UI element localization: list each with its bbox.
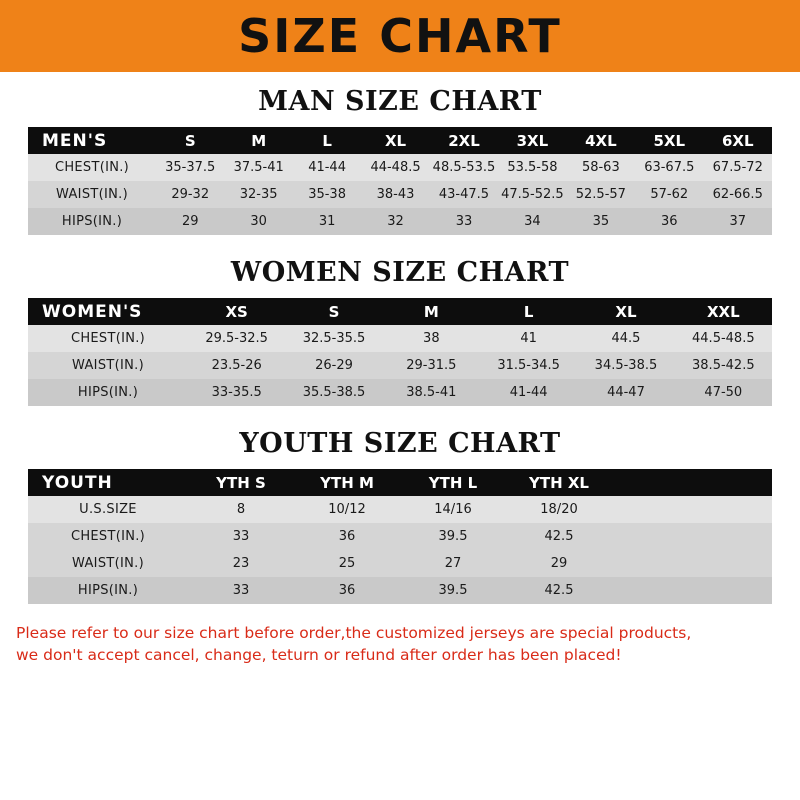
table-row xyxy=(28,208,772,235)
table-header-cell: MEN'S xyxy=(42,130,108,151)
table-row xyxy=(28,496,772,523)
table-header-cell: S xyxy=(328,302,340,321)
table-header-cell: L xyxy=(523,302,534,321)
table-cell: 43-47.5 xyxy=(438,187,490,202)
table-cell: 58-63 xyxy=(581,160,620,175)
table-header-cell: 5XL xyxy=(653,131,686,150)
table-header-row xyxy=(28,469,772,496)
table-cell: 29 xyxy=(550,556,568,571)
table-row xyxy=(28,181,772,208)
table-cell: 23.5-26 xyxy=(211,358,262,373)
page-title: SIZE CHART xyxy=(238,9,562,63)
table-cell: 32.5-35.5 xyxy=(302,331,366,346)
table-cell: 44.5-48.5 xyxy=(692,331,755,346)
table-cell: 38-43 xyxy=(376,187,415,202)
table-header-cell: YTH M xyxy=(320,473,374,492)
table-header-cell: 2XL xyxy=(448,131,480,150)
row-label: WAIST(IN.) xyxy=(56,187,128,202)
row-label: WAIST(IN.) xyxy=(72,358,144,373)
table-cell: 35-37.5 xyxy=(165,160,216,175)
table-cell: 38.5-42.5 xyxy=(692,358,755,373)
table-cell xyxy=(612,523,772,550)
table-cell: 41-44 xyxy=(509,385,548,400)
table-cell: 44.5 xyxy=(611,331,641,346)
table-cell: 18/20 xyxy=(540,502,578,517)
table-header-cell xyxy=(612,469,772,496)
table-cell xyxy=(612,496,772,523)
table-row xyxy=(28,577,772,604)
table-header-row xyxy=(28,127,772,154)
table-cell: 33-35.5 xyxy=(211,385,262,400)
table-row xyxy=(28,379,772,406)
table-row xyxy=(28,550,772,577)
table-header-cell: YOUTH xyxy=(42,472,113,493)
table-header-cell: XXL xyxy=(706,302,740,321)
table-cell: 35-38 xyxy=(308,187,346,202)
table-cell: 53.5-58 xyxy=(507,160,558,175)
table-header-cell: XL xyxy=(615,302,637,321)
table-header-cell: M xyxy=(423,302,439,321)
table-cell: 33 xyxy=(455,214,473,229)
table-header-cell: YTH XL xyxy=(529,473,589,492)
table-cell xyxy=(612,577,772,604)
youth-size-table-wrap xyxy=(28,469,772,604)
table-cell: 31 xyxy=(318,214,336,229)
table-cell: 26-29 xyxy=(315,358,353,373)
table-cell: 37 xyxy=(729,214,747,229)
table-header-cell: 3XL xyxy=(516,131,549,150)
table-cell: 30 xyxy=(250,214,267,229)
table-header-cell: 4XL xyxy=(585,131,617,150)
table-header-cell: S xyxy=(184,131,196,150)
table-cell: 41 xyxy=(520,331,537,346)
table-row xyxy=(28,352,772,379)
table-cell: 47.5-52.5 xyxy=(501,187,564,202)
table-cell: 8 xyxy=(236,502,246,517)
table-header-cell: L xyxy=(322,131,332,150)
table-cell: 35.5-38.5 xyxy=(302,385,366,400)
table-cell: 38.5-41 xyxy=(406,385,457,400)
table-cell: 42.5 xyxy=(544,529,574,544)
section-title-man: MAN SIZE CHART xyxy=(258,86,542,117)
table-header-cell: XL xyxy=(384,131,407,150)
youth-size-table xyxy=(28,469,772,604)
table-cell: 29.5-32.5 xyxy=(205,331,268,346)
section-title-women: WOMEN SIZE CHART xyxy=(230,257,570,288)
disclaimer-note xyxy=(16,622,784,666)
table-cell: 31.5-34.5 xyxy=(497,358,560,373)
men-size-table-wrap xyxy=(28,127,772,235)
table-header-cell: WOMEN'S xyxy=(42,301,143,322)
table-cell: 42.5 xyxy=(544,583,574,598)
table-cell: 29-32 xyxy=(171,187,210,202)
table-cell: 62-66.5 xyxy=(712,187,763,202)
disclaimer-line-2: we don't accept cancel, change, teturn or refund after order has been placed! xyxy=(16,646,622,664)
table-header-cell: XS xyxy=(225,302,248,321)
row-label: WAIST(IN.) xyxy=(72,556,144,571)
women-size-table xyxy=(28,298,772,406)
row-label: HIPS(IN.) xyxy=(61,214,123,229)
table-cell: 27 xyxy=(444,556,462,571)
row-label: HIPS(IN.) xyxy=(77,583,139,598)
table-cell: 44-48.5 xyxy=(370,160,421,175)
table-cell: 23 xyxy=(232,556,250,571)
table-header-cell: YTH L xyxy=(428,473,478,492)
table-cell: 33 xyxy=(232,529,250,544)
women-size-table-wrap xyxy=(28,298,772,406)
table-cell: 29-31.5 xyxy=(406,358,457,373)
table-cell: 10/12 xyxy=(328,502,366,517)
table-cell: 29 xyxy=(181,214,199,229)
table-header-cell: 6XL xyxy=(721,131,754,150)
table-row xyxy=(28,325,772,352)
table-row xyxy=(28,523,772,550)
table-cell: 44-47 xyxy=(607,385,645,400)
table-cell: 33 xyxy=(232,583,250,598)
table-cell: 35 xyxy=(592,214,610,229)
table-cell: 52.5-57 xyxy=(575,187,626,202)
row-label: HIPS(IN.) xyxy=(77,385,139,400)
row-label: U.S.SIZE xyxy=(79,502,137,517)
table-cell: 34 xyxy=(524,214,541,229)
table-cell: 47-50 xyxy=(704,385,743,400)
table-cell xyxy=(612,550,772,577)
table-header-cell: YTH S xyxy=(216,473,266,492)
table-cell: 39.5 xyxy=(438,529,468,544)
table-cell: 63-67.5 xyxy=(644,160,695,175)
row-label: CHEST(IN.) xyxy=(54,160,130,175)
table-cell: 38 xyxy=(423,331,440,346)
table-cell: 39.5 xyxy=(438,583,468,598)
table-cell: 67.5-72 xyxy=(712,160,763,175)
table-cell: 32 xyxy=(387,214,404,229)
row-label: CHEST(IN.) xyxy=(70,529,146,544)
table-cell: 57-62 xyxy=(650,187,689,202)
page-banner xyxy=(0,0,800,72)
table-cell: 14/16 xyxy=(434,502,472,517)
table-cell: 34.5-38.5 xyxy=(594,358,658,373)
men-size-table xyxy=(28,127,772,235)
table-header-cell: M xyxy=(251,131,267,150)
table-cell: 37.5-41 xyxy=(233,160,284,175)
table-cell: 32-35 xyxy=(239,187,278,202)
table-cell: 36 xyxy=(661,214,678,229)
table-cell: 25 xyxy=(338,556,356,571)
table-header-row xyxy=(28,298,772,325)
disclaimer-line-1: Please refer to our size chart before order,the customized jerseys are special products, xyxy=(16,624,692,642)
table-row xyxy=(28,154,772,181)
table-cell: 36 xyxy=(338,529,356,544)
table-cell: 48.5-53.5 xyxy=(432,160,496,175)
table-cell: 36 xyxy=(338,583,356,598)
section-title-youth: YOUTH SIZE CHART xyxy=(239,428,561,459)
table-cell: 41-44 xyxy=(308,160,346,175)
row-label: CHEST(IN.) xyxy=(70,331,146,346)
